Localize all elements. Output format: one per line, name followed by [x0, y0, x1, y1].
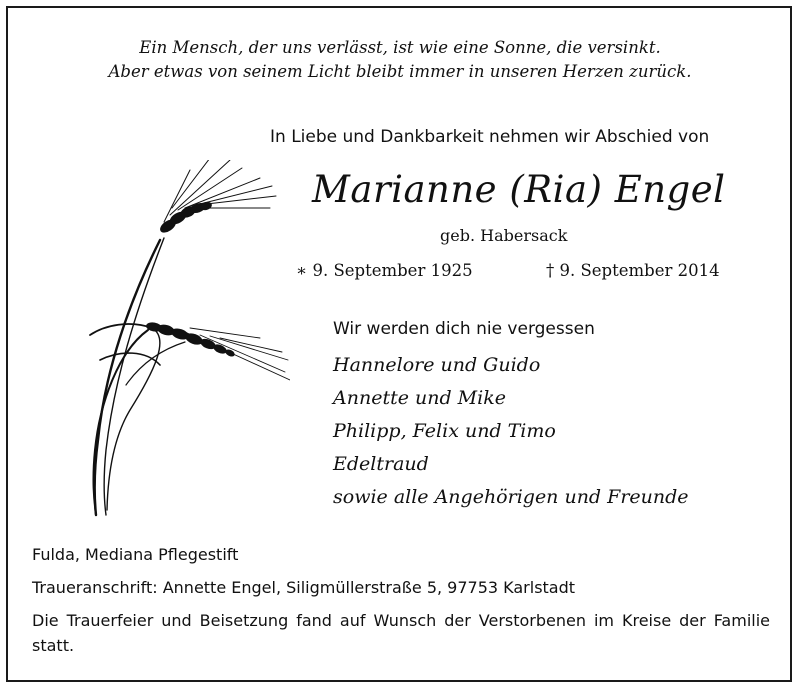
mourner-entry: sowie alle Angehörigen und Freunde	[333, 486, 689, 508]
farewell-line: Wir werden dich nie vergessen	[333, 319, 595, 339]
location-line: Fulda, Mediana Pflegestift	[32, 545, 239, 564]
ceremony-note: Die Trauerfeier und Beisetzung fand auf Wunsch der Verstorbenen im Kreise der Familie statt.	[32, 611, 770, 655]
mourner-entry: Hannelore und Guido	[333, 354, 541, 376]
mourner-entry: Annette und Mike	[333, 387, 506, 409]
maiden-name: geb. Habersack	[440, 226, 568, 245]
mourners-list	[333, 349, 689, 514]
mourner-entry: Edeltraud	[333, 453, 429, 475]
quote-line-1: Ein Mensch, der uns verlässt, ist wie eine Sonne, die versinkt.	[139, 38, 661, 57]
memorial-quote	[0, 36, 800, 84]
mourning-address: Traueranschrift: Annette Engel, Siligmüllerstraße 5, 97753 Karlstadt	[32, 578, 576, 597]
wheat-ears-icon	[60, 160, 290, 520]
deceased-name: Marianne (Ria) Engel	[312, 168, 726, 211]
birth-date: ∗ 9. September 1925	[296, 261, 473, 280]
mourner-entry: Philipp, Felix und Timo	[333, 420, 556, 442]
death-date: † 9. September 2014	[546, 261, 720, 280]
farewell-intro: In Liebe und Dankbarkeit nehmen wir Abschied von	[270, 127, 710, 147]
quote-line-2: Aber etwas von seinem Licht bleibt immer in unseren Herzen zurück.	[108, 62, 692, 81]
notice-footer	[32, 542, 770, 658]
